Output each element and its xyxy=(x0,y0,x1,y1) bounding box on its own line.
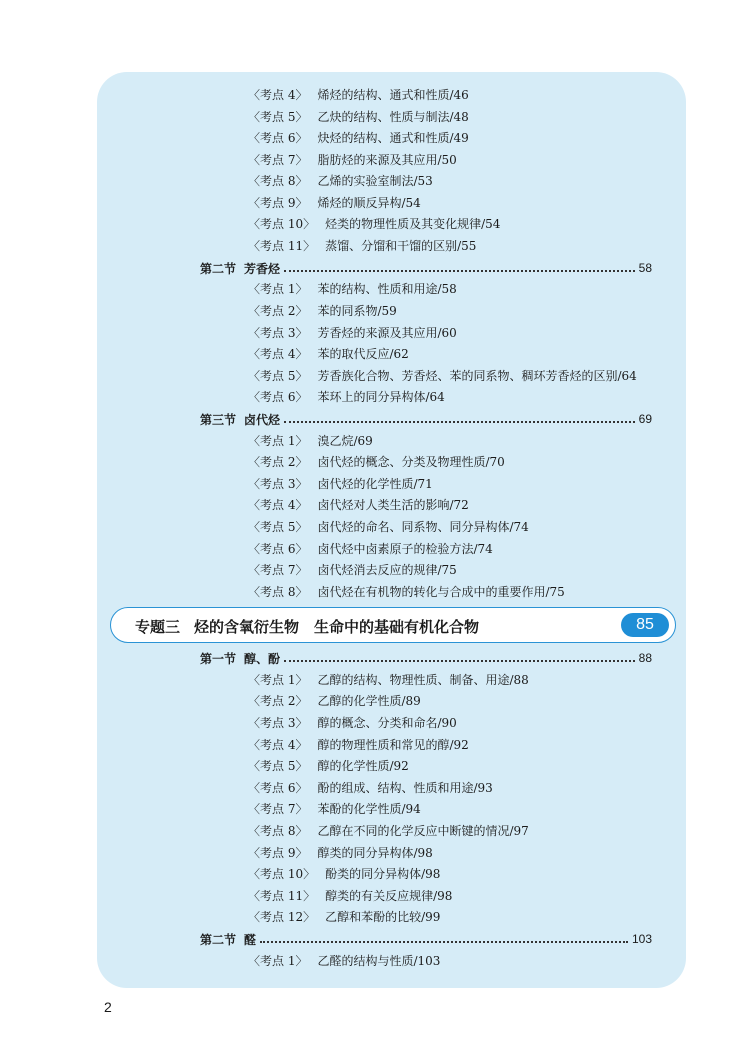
topic-label: 专题三 xyxy=(135,618,181,636)
kaodian-tag: 〈考点 6〉 xyxy=(248,390,308,404)
kaodian-text: 脂肪烃的来源及其应用/50 xyxy=(317,153,457,167)
kaodian-tag: 〈考点 6〉 xyxy=(248,542,308,556)
toc-item[interactable] xyxy=(248,737,469,753)
kaodian-tag: 〈考点 3〉 xyxy=(248,716,308,730)
kaodian-text: 醇的概念、分类和命名/90 xyxy=(317,716,457,730)
kaodian-text: 卤代烃在有机物的转化与合成中的重要作用/75 xyxy=(317,585,565,599)
kaodian-tag: 〈考点 11〉 xyxy=(248,239,316,253)
section-number: 第三节 xyxy=(200,412,237,427)
kaodian-text: 卤代烃的化学性质/71 xyxy=(317,477,433,491)
kaodian-text: 乙醇和苯酚的比较/99 xyxy=(325,910,441,924)
toc-item[interactable] xyxy=(248,845,433,861)
kaodian-tag: 〈考点 9〉 xyxy=(248,196,308,210)
kaodian-text: 卤代烃的命名、同系物、同分异构体/74 xyxy=(317,520,529,534)
kaodian-text: 炔烃的结构、通式和性质/49 xyxy=(317,131,469,145)
toc-item[interactable] xyxy=(248,801,421,817)
toc-item[interactable] xyxy=(248,672,529,688)
kaodian-text: 苯环上的同分异构体/64 xyxy=(317,390,445,404)
toc-item[interactable] xyxy=(248,693,421,709)
toc-item[interactable] xyxy=(248,389,445,405)
kaodian-text: 酚的组成、结构、性质和用途/93 xyxy=(317,781,493,795)
section-number: 第二节 xyxy=(200,932,237,947)
toc-item[interactable] xyxy=(248,325,457,341)
kaodian-text: 卤代烃中卤素原子的检验方法/74 xyxy=(317,542,493,556)
kaodian-text: 苯酚的化学性质/94 xyxy=(317,802,421,816)
kaodian-tag: 〈考点 5〉 xyxy=(248,110,308,124)
toc-item[interactable] xyxy=(248,780,493,796)
topic-heading xyxy=(135,616,479,637)
kaodian-text: 乙醇在不同的化学反应中断键的情况/97 xyxy=(317,824,529,838)
kaodian-tag: 〈考点 7〉 xyxy=(248,563,308,577)
topic-banner[interactable] xyxy=(110,607,676,643)
toc-item[interactable] xyxy=(248,152,457,168)
toc-item[interactable] xyxy=(248,888,452,904)
kaodian-tag: 〈考点 8〉 xyxy=(248,824,308,838)
kaodian-tag: 〈考点 8〉 xyxy=(248,585,308,599)
toc-item[interactable] xyxy=(248,715,457,731)
toc-item[interactable] xyxy=(248,584,565,600)
leader-dots xyxy=(284,659,635,662)
toc-item[interactable] xyxy=(248,368,637,384)
kaodian-tag: 〈考点 1〉 xyxy=(248,954,308,968)
toc-item[interactable] xyxy=(248,303,397,319)
kaodian-tag: 〈考点 1〉 xyxy=(248,282,308,296)
section-heading[interactable] xyxy=(200,260,652,276)
leader-dots xyxy=(260,940,628,943)
kaodian-text: 乙炔的结构、性质与制法/48 xyxy=(317,110,469,124)
toc-item[interactable] xyxy=(248,238,476,254)
kaodian-tag: 〈考点 9〉 xyxy=(248,846,308,860)
section-number: 第一节 xyxy=(200,651,237,666)
toc-item[interactable] xyxy=(248,823,529,839)
section-title: 卤代烃 xyxy=(244,412,281,427)
kaodian-tag: 〈考点 5〉 xyxy=(248,759,308,773)
leader-dots xyxy=(284,269,635,272)
kaodian-tag: 〈考点 5〉 xyxy=(248,520,308,534)
toc-item[interactable] xyxy=(248,476,433,492)
topic-title: 烃的含氧衍生物 生命中的基础有机化合物 xyxy=(194,618,480,636)
kaodian-text: 醇类的有关反应规律/98 xyxy=(325,889,453,903)
toc-item[interactable] xyxy=(248,130,469,146)
kaodian-text: 乙醛的结构与性质/103 xyxy=(317,954,441,968)
kaodian-tag: 〈考点 4〉 xyxy=(248,738,308,752)
section-heading[interactable] xyxy=(200,931,652,947)
kaodian-tag: 〈考点 6〉 xyxy=(248,781,308,795)
kaodian-tag: 〈考点 11〉 xyxy=(248,889,316,903)
kaodian-tag: 〈考点 3〉 xyxy=(248,326,308,340)
kaodian-text: 醇的化学性质/92 xyxy=(317,759,409,773)
toc-item[interactable] xyxy=(248,87,469,103)
toc-item[interactable] xyxy=(248,541,493,557)
toc-item[interactable] xyxy=(248,866,440,882)
kaodian-text: 苯的结构、性质和用途/58 xyxy=(317,282,457,296)
toc-item[interactable] xyxy=(248,346,409,362)
toc-item[interactable] xyxy=(248,454,505,470)
section-title: 芳香烃 xyxy=(244,261,281,276)
kaodian-tag: 〈考点 12〉 xyxy=(248,910,316,924)
kaodian-tag: 〈考点 1〉 xyxy=(248,673,308,687)
kaodian-text: 醇的物理性质和常见的醇/92 xyxy=(317,738,469,752)
leader-dots xyxy=(284,420,635,423)
kaodian-tag: 〈考点 2〉 xyxy=(248,455,308,469)
section-heading[interactable] xyxy=(200,650,652,666)
kaodian-text: 溴乙烷/69 xyxy=(317,434,373,448)
kaodian-text: 醇类的同分异构体/98 xyxy=(317,846,433,860)
kaodian-tag: 〈考点 4〉 xyxy=(248,88,308,102)
section-page: 88 xyxy=(638,651,652,665)
toc-item[interactable] xyxy=(248,519,529,535)
kaodian-tag: 〈考点 2〉 xyxy=(248,304,308,318)
section-title: 醇、酚 xyxy=(244,651,281,666)
kaodian-text: 蒸馏、分馏和干馏的区别/55 xyxy=(325,239,477,253)
kaodian-text: 卤代烃对人类生活的影响/72 xyxy=(317,498,469,512)
kaodian-text: 苯的同系物/59 xyxy=(317,304,397,318)
section-page: 69 xyxy=(638,412,652,426)
kaodian-tag: 〈考点 7〉 xyxy=(248,802,308,816)
toc-item[interactable] xyxy=(248,109,469,125)
toc-item[interactable] xyxy=(248,173,433,189)
toc-item[interactable] xyxy=(248,953,440,969)
page-number: 2 xyxy=(104,999,112,1015)
kaodian-tag: 〈考点 6〉 xyxy=(248,131,308,145)
kaodian-text: 卤代烃的概念、分类及物理性质/70 xyxy=(317,455,505,469)
kaodian-tag: 〈考点 5〉 xyxy=(248,369,308,383)
kaodian-tag: 〈考点 4〉 xyxy=(248,347,308,361)
kaodian-text: 烯烃的顺反异构/54 xyxy=(317,196,421,210)
kaodian-tag: 〈考点 10〉 xyxy=(248,867,316,881)
kaodian-text: 乙醇的化学性质/89 xyxy=(317,694,421,708)
topic-page-badge: 85 xyxy=(621,613,669,637)
kaodian-tag: 〈考点 8〉 xyxy=(248,174,308,188)
kaodian-text: 烃类的物理性质及其变化规律/54 xyxy=(325,217,501,231)
toc-item[interactable] xyxy=(248,758,409,774)
kaodian-text: 苯的取代反应/62 xyxy=(317,347,409,361)
toc-item[interactable] xyxy=(248,497,469,513)
kaodian-tag: 〈考点 10〉 xyxy=(248,217,316,231)
kaodian-text: 芳香族化合物、芳香烃、苯的同系物、稠环芳香烃的区别/64 xyxy=(317,369,637,383)
kaodian-tag: 〈考点 4〉 xyxy=(248,498,308,512)
toc-item[interactable] xyxy=(248,562,457,578)
kaodian-tag: 〈考点 2〉 xyxy=(248,694,308,708)
kaodian-tag: 〈考点 1〉 xyxy=(248,434,308,448)
toc-item[interactable] xyxy=(248,195,421,211)
kaodian-text: 烯烃的结构、通式和性质/46 xyxy=(317,88,469,102)
toc-item[interactable] xyxy=(248,433,373,449)
toc-item[interactable] xyxy=(248,216,500,232)
kaodian-text: 乙烯的实验室制法/53 xyxy=(317,174,433,188)
toc-item[interactable] xyxy=(248,909,440,925)
section-page: 103 xyxy=(631,932,652,946)
section-page: 58 xyxy=(638,261,652,275)
kaodian-tag: 〈考点 3〉 xyxy=(248,477,308,491)
kaodian-text: 卤代烃消去反应的规律/75 xyxy=(317,563,457,577)
toc-item[interactable] xyxy=(248,281,457,297)
kaodian-text: 芳香烃的来源及其应用/60 xyxy=(317,326,457,340)
kaodian-text: 酚类的同分异构体/98 xyxy=(325,867,441,881)
section-heading[interactable] xyxy=(200,411,652,427)
section-number: 第二节 xyxy=(200,261,237,276)
kaodian-tag: 〈考点 7〉 xyxy=(248,153,308,167)
section-title: 醛 xyxy=(244,932,257,947)
kaodian-text: 乙醇的结构、物理性质、制备、用途/88 xyxy=(317,673,529,687)
